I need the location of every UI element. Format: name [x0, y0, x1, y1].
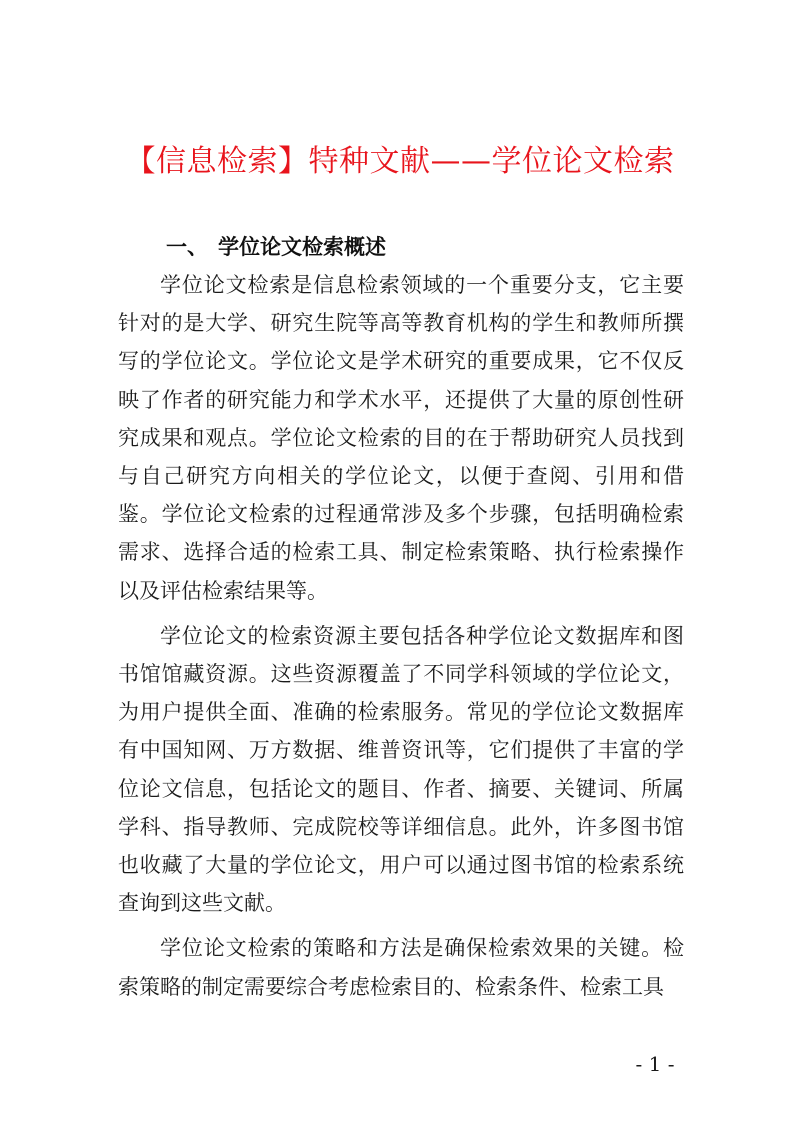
- paragraph-1: 学位论文检索是信息检索领域的一个重要分支，它主要针对的是大学、研究生院等高等教育机构的学生和教师所撰写的学位论文。学位论文是学术研究的重要成果，它不仅反映了作者的研究能力和学术水平，还提供了大量的原创性研究成果和观点。学位论文检索的目的在于帮助研究人员找到与自己研究方向相关的学位论文，以便于查阅、引用和借鉴。学位论文检索的过程通常涉及多个步骤，包括明确检索需求、选择合适的检索工具、制定检索策略、执行检索操作以及评估检索结果等。: [118, 273, 684, 603]
- page-number: - 1 -: [635, 1052, 675, 1076]
- paragraph-3: 学位论文检索的策略和方法是确保检索效果的关键。检索策略的制定需要综合考虑检索目的、检索条件、检索工具: [118, 936, 684, 999]
- paragraph-2: 学位论文的检索资源主要包括各种学位论文数据库和图书馆馆藏资源。这些资源覆盖了不同学科领域的学位论文，为用户提供全面、准确的检索服务。常见的学位论文数据库有中国知网、万方数据、维普资讯等，它们提供了丰富的学位论文信息，包括论文的题目、作者、摘要、关键词、所属学科、指导教师、完成院校等详细信息。此外，许多图书馆也收藏了大量的学位论文，用户可以通过图书馆的检索系统查询到这些文献。: [118, 623, 684, 916]
- section-heading-text: 学位论文检索概述: [218, 235, 386, 259]
- section-number: 一、: [166, 235, 208, 259]
- body-text: [118, 266, 684, 1013]
- document-title: 【信息检索】特种文献——学位论文检索: [125, 144, 675, 179]
- section-heading: [166, 229, 386, 265]
